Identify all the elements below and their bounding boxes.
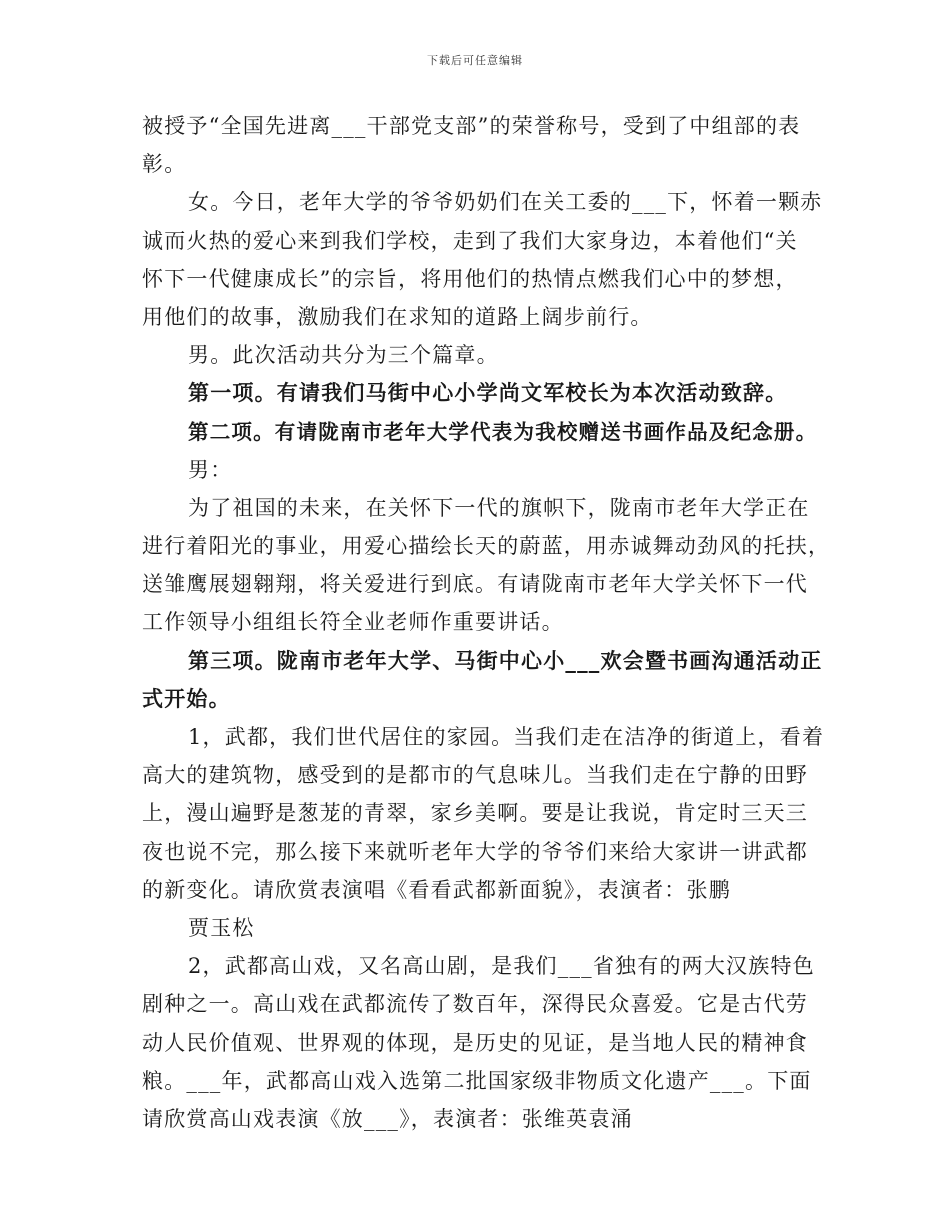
paragraph-line: 贾玉松 [188, 915, 255, 940]
paragraph-line: 女。今日，老年大学的爷爷奶奶们在关工委的___下，怀着一颗赤 [188, 190, 823, 215]
paragraph-line: 被授予“全国先进离___干部党支部”的荣誉称号，受到了中组部的表 [142, 114, 801, 138]
paragraph-line: 诚而火热的爱心来到我们学校，走到了我们大家身边，本着他们“关 [142, 228, 798, 253]
page-header: 下载后可任意编辑 [427, 54, 523, 67]
paragraph-line: 第三项。陇南市老年大学、马街中心小___欢会暨书画沟通活动正 [188, 647, 823, 673]
paragraph-line: 高大的建筑物，感受到的是都市的气息味儿。当我们走在宁静的田野 [142, 763, 808, 788]
paragraph-line: 彰。 [142, 152, 187, 177]
paragraph-line: 的新变化。请欣赏表演唱《看看武都新面貌》，表演者：张鹏 [142, 877, 731, 902]
paragraph-line: 上，漫山遍野是葱茏的青翠，家乡美啊。要是让我说，肯定时三天三 [142, 801, 808, 826]
paragraph-line: 1，武都，我们世代居住的家园。当我们走在洁净的街道上，看着 [188, 725, 825, 749]
paragraph-line: 式开始。 [142, 685, 231, 711]
paragraph-line: 工作领导小组组长符全业老师作重要讲话。 [142, 610, 564, 635]
paragraph-line: 第一项。有请我们马街中心小学尚文军校长为本次活动致辞。 [188, 380, 788, 406]
paragraph-line: 剧种之一。高山戏在武都流传了数百年，深得民众喜爱。它是古代劳 [142, 992, 808, 1017]
paragraph-line: 第二项。有请陇南市老年大学代表为我校赠送书画作品及纪念册。 [188, 419, 818, 444]
paragraph-line: 送雏鹰展翅翱翔，将关爱进行到底。有请陇南市老年大学关怀下一代 [142, 572, 808, 597]
paragraph-line: 为了祖国的未来，在关怀下一代的旗帜下，陇南市老年大学正在 [188, 495, 810, 520]
paragraph-line: 动人民价值观、世界观的体现，是历史的见证，是当地人民的精神食 [142, 1030, 808, 1055]
paragraph-line: 2，武都高山戏，又名高山剧，是我们___省独有的两大汉族特色 [188, 954, 815, 979]
paragraph-line: 男。此次活动共分为三个篇章。 [188, 343, 499, 368]
paragraph-line: 粮。___年，武都高山戏入选第二批国家级非物质文化遗产___。下面 [142, 1068, 812, 1093]
paragraph-line: 请欣赏高山戏表演《放___》，表演者：张维英袁涌 [142, 1106, 633, 1131]
document-body [142, 107, 830, 1138]
paragraph-line: 男： [188, 457, 233, 482]
paragraph-line: 进行着阳光的事业，用爱心描绘长天的蔚蓝，用赤诚舞动劲风的托扶， [142, 534, 831, 559]
paragraph-line: 怀下一代健康成长”的宗旨，将用他们的热情点燃我们心中的梦想， [142, 266, 798, 291]
paragraph-line: 夜也说不完，那么接下来就听老年大学的爷爷们来给大家讲一讲武都 [142, 839, 808, 864]
paragraph-line: 用他们的故事，激励我们在求知的道路上阔步前行。 [142, 304, 653, 329]
